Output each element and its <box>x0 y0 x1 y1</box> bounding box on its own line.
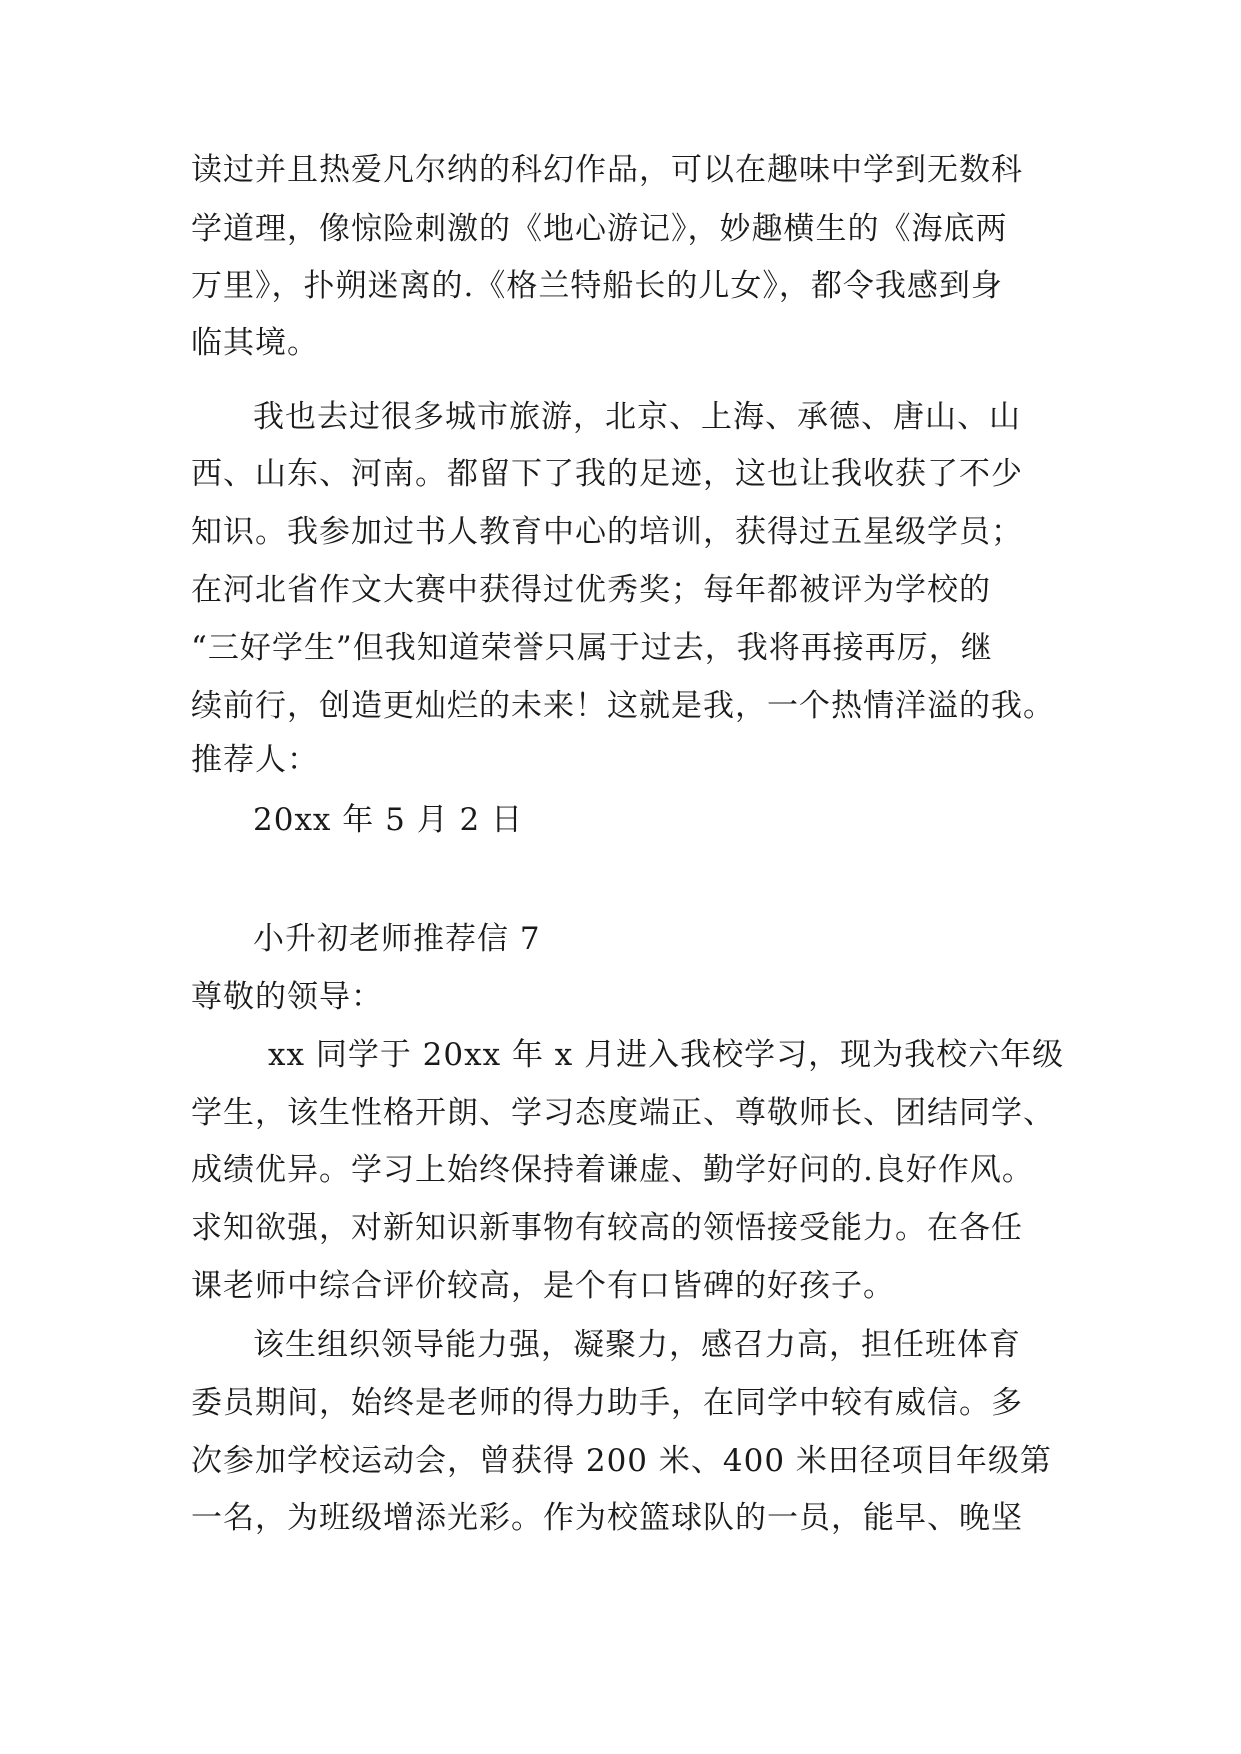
text-line: 学生，该生性格开朗、学习态度端正、尊敬师长、团结同学、 <box>191 1095 1055 1131</box>
text-line: 该生组织领导能力强，凝聚力，感召力高，担任班体育 <box>253 1327 1021 1363</box>
recommender-label: 推荐人： <box>191 742 319 778</box>
text-line: 西、山东、河南。都留下了我的足迹，这也让我收获了不少 <box>191 456 1023 492</box>
text-line: 学道理，像惊险刺激的《地心游记》，妙趣横生的《海底两 <box>191 211 1008 247</box>
text-line: 知识。我参加过书人教育中心的培训，获得过五星级学员； <box>191 514 1023 550</box>
text-line: 成绩优异。学习上始终保持着谦虚、勤学好问的.良好作风。 <box>191 1152 1034 1188</box>
text-line: “三好学生”但我知道荣誉只属于过去，我将再接再厉，继 <box>191 630 993 666</box>
text-line: 万里》，扑朔迷离的.《格兰特船长的儿女》，都令我感到身 <box>191 268 1003 304</box>
letter-date: 20xx 年 5 月 2 日 <box>253 802 524 838</box>
text-line: 委员期间，始终是老师的得力助手，在同学中较有威信。多 <box>191 1385 1023 1421</box>
section-title: 小升初老师推荐信 7 <box>253 921 541 957</box>
salutation: 尊敬的领导： <box>191 979 383 1015</box>
text-line: 课老师中综合评价较高，是个有口皆碑的好孩子。 <box>191 1268 895 1304</box>
text-line: 我也去过很多城市旅游，北京、上海、承德、唐山、山 <box>253 399 1021 435</box>
text-line: 续前行，创造更灿烂的未来！这就是我，一个热情洋溢的我。 <box>191 688 1055 724</box>
text-line: 读过并且热爱凡尔纳的科幻作品，可以在趣味中学到无数科 <box>191 152 1023 188</box>
text-line: 求知欲强，对新知识新事物有较高的领悟接受能力。在各任 <box>191 1210 1023 1246</box>
text-line: 临其境。 <box>191 325 319 361</box>
text-line: xx 同学于 20xx 年 x 月进入我校学习，现为我校六年级 <box>268 1037 1065 1073</box>
text-line: 次参加学校运动会，曾获得 200 米、400 米田径项目年级第 <box>191 1443 1052 1479</box>
text-line: 在河北省作文大赛中获得过优秀奖；每年都被评为学校的 <box>191 572 991 608</box>
text-line: 一名，为班级增添光彩。作为校篮球队的一员，能早、晚坚 <box>191 1500 1023 1536</box>
